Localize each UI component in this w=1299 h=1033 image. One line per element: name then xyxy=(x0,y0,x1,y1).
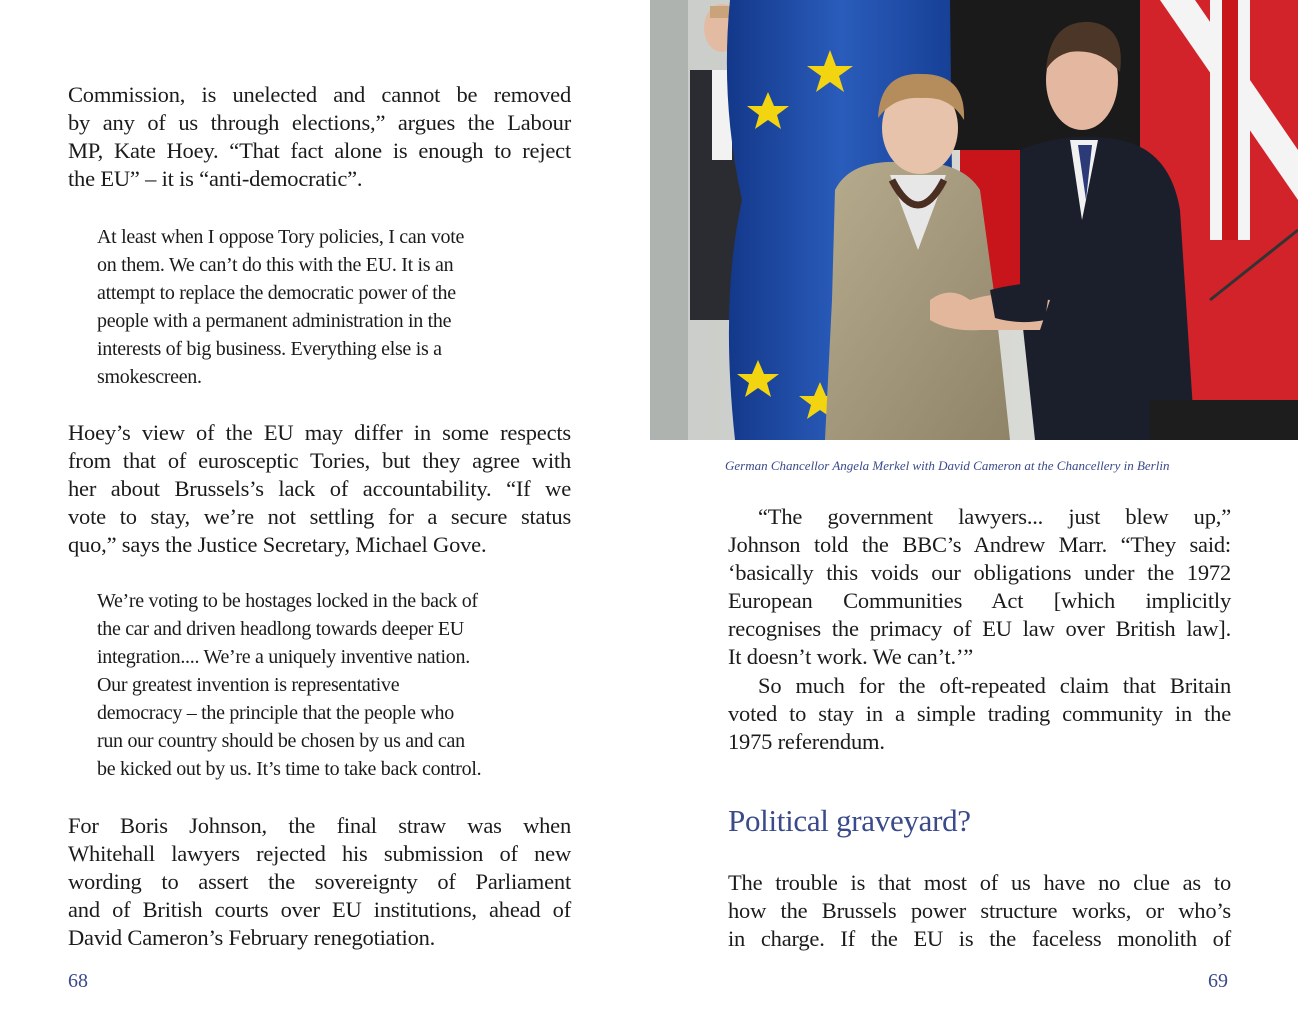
paragraph-referendum xyxy=(728,672,1231,756)
text-line: integration.... We’re a uniquely inventive nation. xyxy=(97,646,470,668)
text-line: run our country should be chosen by us and can xyxy=(97,730,465,752)
text-line: the EU” – it is “anti-democratic”. xyxy=(68,166,363,191)
photo-merkel-cameron xyxy=(650,0,1298,440)
text-line: Whitehall lawyers rejected his submission of new xyxy=(68,841,571,866)
text-line: MP, Kate Hoey. “That fact alone is enough to reject xyxy=(68,138,571,163)
right-page xyxy=(650,0,1299,1033)
text-line: So much for the oft-repeated claim that Britain xyxy=(758,673,1231,698)
paragraph-trouble xyxy=(728,869,1231,953)
text-line: her about Brussels’s lack of accountability. “If we xyxy=(68,476,571,501)
text-line: For Boris Johnson, the final straw was when xyxy=(68,813,571,838)
text-line: smokescreen. xyxy=(97,366,202,388)
text-line: wording to assert the sovereignty of Parliament xyxy=(68,869,571,894)
text-line: Johnson told the BBC’s Andrew Marr. “They said: xyxy=(728,532,1231,557)
text-line: We’re voting to be hostages locked in the back of xyxy=(97,590,478,612)
text-line: democracy – the principle that the people who xyxy=(97,702,454,724)
text-line: people with a permanent administration in the xyxy=(97,310,452,332)
page-number-left: 68 xyxy=(68,970,88,992)
quote-hoey xyxy=(97,223,567,391)
quote-gove xyxy=(97,587,567,783)
text-line: The trouble is that most of us have no clue as to xyxy=(728,870,1231,895)
text-line: quo,” says the Justice Secretary, Michael Gove. xyxy=(68,532,487,557)
text-line: be kicked out by us. It’s time to take back control. xyxy=(97,758,482,780)
text-line: and of British courts over EU institutions, ahead of xyxy=(68,897,571,922)
text-line: Our greatest invention is representative xyxy=(97,674,400,696)
text-line: European Communities Act [which implicitly xyxy=(728,588,1231,613)
text-line: attempt to replace the democratic power of the xyxy=(97,282,456,304)
paragraph-gove xyxy=(68,419,571,559)
text-line: vote to stay, we’re not settling for a secure status xyxy=(68,504,571,529)
text-line: Hoey’s view of the EU may differ in some respects xyxy=(68,420,571,445)
text-line: voted to stay in a simple trading community in the xyxy=(728,701,1231,726)
text-line: It doesn’t work. We can’t.’” xyxy=(728,644,974,669)
text-line: David Cameron’s February renegotiation. xyxy=(68,925,436,950)
paragraph-johnson xyxy=(68,812,571,952)
text-line: from that of eurosceptic Tories, but they agree with xyxy=(68,448,571,473)
text-line: interests of big business. Everything else is a xyxy=(97,338,442,360)
photo-illustration xyxy=(650,0,1298,440)
text-line: recognises the primacy of EU law over British law]. xyxy=(728,616,1231,641)
text-line: At least when I oppose Tory policies, I can vote xyxy=(97,226,465,248)
paragraph-marr xyxy=(728,503,1231,671)
text-line: “The government lawyers... just blew up,” xyxy=(758,504,1231,529)
page-number-right: 69 xyxy=(1208,970,1228,992)
text-line: Commission, is unelected and cannot be removed xyxy=(68,82,571,107)
text-line: the car and driven headlong towards deeper EU xyxy=(97,618,464,640)
text-line: how the Brussels power structure works, or who’s xyxy=(728,898,1231,923)
text-line: in charge. If the EU is the faceless monolith of xyxy=(728,926,1231,951)
photo-caption: German Chancellor Angela Merkel with David Cameron at the Chancellery in Berlin xyxy=(725,458,1170,473)
paragraph-hoey xyxy=(68,81,571,193)
section-heading: Political graveyard? xyxy=(728,803,971,838)
text-line: 1975 referendum. xyxy=(728,729,885,754)
text-line: on them. We can’t do this with the EU. It is an xyxy=(97,254,454,276)
text-line: by any of us through elections,” argues the Labour xyxy=(68,110,571,135)
text-line: ‘basically this voids our obligations under the 1972 xyxy=(728,560,1231,585)
